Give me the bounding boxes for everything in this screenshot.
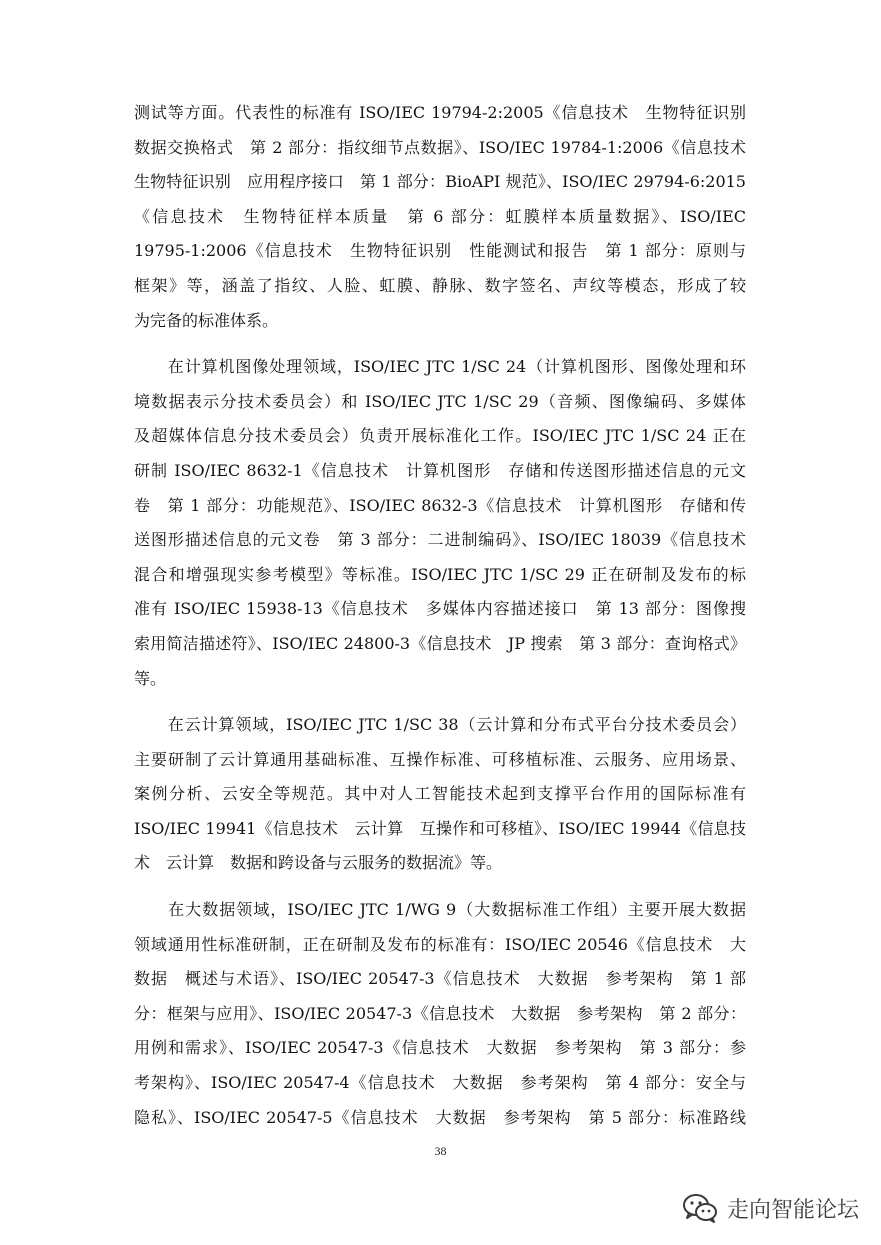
text-line: 索用简洁描述符》、ISO/IEC 24800-3《信息技术 JP 搜索 第 3 部分：查询格式》 — [134, 633, 746, 653]
text-line: 在计算机图像处理领域，ISO/IEC JTC 1/SC 24（计算机图形、图像处理和环 — [134, 357, 746, 377]
text-line: 等。 — [134, 668, 167, 688]
text-line: 在云计算领域，ISO/IEC JTC 1/SC 38（云计算和分布式平台分技术委员会） — [134, 715, 746, 735]
text-line: 混合和增强现实参考模型》等标准。ISO/IEC JTC 1/SC 29 正在研制及发布的标 — [134, 564, 746, 584]
text-line: 数据交换格式 第 2 部分：指纹细节点数据》、ISO/IEC 19784-1:2006《信息技术 — [134, 137, 746, 157]
text-line: 领域通用性标准研制，正在研制及发布的标准有：ISO/IEC 20546《信息技术 大 — [134, 934, 746, 954]
text-line: 及超媒体信息分技术委员会）负责开展标准化工作。ISO/IEC JTC 1/SC 24 正在 — [134, 426, 746, 446]
text-line: 隐私》、ISO/IEC 20547-5《信息技术 大数据 参考架构 第 5 部分：标准路线 — [134, 1107, 746, 1127]
text-line: 卷 第 1 部分：功能规范》、ISO/IEC 8632-3《信息技术 计算机图形 存储和传 — [134, 495, 746, 515]
text-line: 19795-1:2006《信息技术 生物特征识别 性能测试和报告 第 1 部分：原则与 — [134, 241, 746, 261]
page-number: 38 — [434, 1144, 447, 1158]
watermark — [681, 1188, 859, 1228]
watermark-text: 走向智能论坛 — [726, 1197, 859, 1223]
text-line: 主要研制了云计算通用基础标准、互操作标准、可移植标准、云服务、应用场景、 — [134, 749, 746, 769]
text-line: 案例分析、云安全等规范。其中对人工智能技术起到支撑平台作用的国际标准有 — [134, 784, 746, 804]
text-line: ISO/IEC 19941《信息技术 云计算 互操作和可移植》、ISO/IEC 19944《信息技 — [134, 818, 746, 838]
paragraph-biometrics — [134, 96, 746, 338]
text-line: 在大数据领域，ISO/IEC JTC 1/WG 9（大数据标准工作组）主要开展大数据 — [134, 900, 746, 920]
text-line: 考架构》、ISO/IEC 20547-4《信息技术 大数据 参考架构 第 4 部分：安全与 — [134, 1073, 746, 1093]
text-line: 生物特征识别 应用程序接口 第 1 部分：BioAPI 规范》、ISO/IEC 29794-6:2015 — [134, 172, 746, 192]
text-line: 研制 ISO/IEC 8632-1《信息技术 计算机图形 存储和传送图形描述信息的元文 — [134, 460, 746, 480]
text-line: 送图形描述信息的元文卷 第 3 部分：二进制编码》、ISO/IEC 18039《信息技术 — [134, 530, 746, 550]
paragraph-cloud-computing — [134, 708, 746, 881]
text-line: 术 云计算 数据和跨设备与云服务的数据流》等。 — [134, 853, 503, 873]
body-text — [134, 96, 746, 1147]
wechat-icon — [681, 1192, 719, 1224]
text-line: 为完备的标准体系。 — [134, 310, 279, 330]
text-line: 分：框架与应用》、ISO/IEC 20547-3《信息技术 大数据 参考架构 第 2 部分： — [134, 1003, 746, 1023]
paragraph-image-processing — [134, 350, 746, 696]
text-line: 数据 概述与术语》、ISO/IEC 20547-3《信息技术 大数据 参考架构 第 1 部 — [134, 969, 746, 989]
text-line: 《信息技术 生物特征样本质量 第 6 部分：虹膜样本质量数据》、ISO/IEC — [134, 206, 746, 226]
paragraph-big-data — [134, 893, 746, 1135]
text-line: 框架》等，涵盖了指纹、人脸、虹膜、静脉、数字签名、声纹等模态，形成了较 — [134, 275, 746, 295]
text-line: 测试等方面。代表性的标准有 ISO/IEC 19794-2:2005《信息技术 生物特征识别 — [134, 103, 746, 122]
text-line: 用例和需求》、ISO/IEC 20547-3《信息技术 大数据 参考架构 第 3 部分：参 — [134, 1038, 746, 1058]
text-line: 境数据表示分技术委员会）和 ISO/IEC JTC 1/SC 29（音频、图像编码、多媒体 — [134, 391, 746, 411]
text-line: 准有 ISO/IEC 15938-13《信息技术 多媒体内容描述接口 第 13 部分：图像搜 — [134, 599, 746, 619]
